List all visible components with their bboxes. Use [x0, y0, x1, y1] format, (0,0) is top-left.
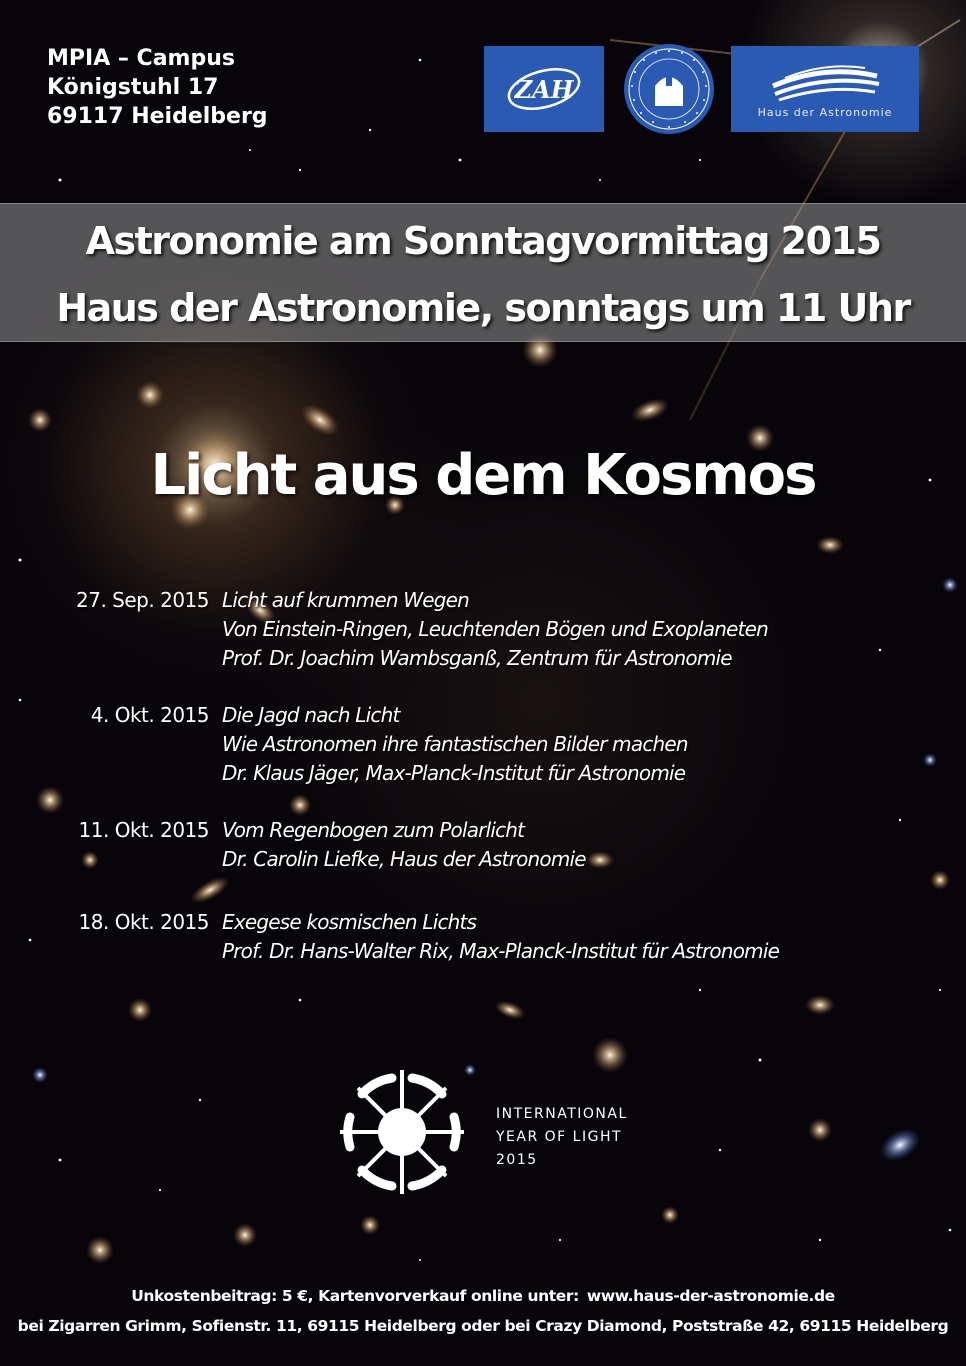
- zah-logo-icon: [494, 59, 594, 119]
- event-subtitle: Von Einstein-Ringen, Leuchtenden Bögen und Exoplaneten: [222, 617, 769, 641]
- hda-logo-text: Haus der Astronomie: [757, 105, 893, 119]
- address-line-city: 69117 Heidelberg: [47, 104, 268, 129]
- event-subtitle: Wie Astronomen ihre fantastischen Bilder machen: [222, 732, 688, 756]
- event-title: Vom Regenbogen zum Polarlicht: [222, 818, 525, 842]
- event-date: 11. Okt. 2015: [78, 818, 209, 842]
- footer-presale-locations: bei Zigarren Grimm, Sofienstr. 11, 69115 Heidelberg oder bei Crazy Diamond, Poststraße 42, 69115 Heidelberg: [17, 1317, 949, 1335]
- event-title: Die Jagd nach Licht: [222, 703, 400, 727]
- event-title: Licht auf krummen Wegen: [222, 588, 470, 612]
- event-date: 18. Okt. 2015: [78, 910, 209, 934]
- galaxy-swirl-icon: [765, 60, 885, 104]
- series-title: Astronomie am Sonntagvormittag 2015: [85, 219, 881, 263]
- iyl-line-3: 2015: [496, 1152, 538, 1168]
- year-of-light-emblem-icon: [332, 1062, 472, 1202]
- website-link[interactable]: www.haus-der-astronomie.de: [586, 1287, 835, 1305]
- series-banner: [0, 203, 966, 342]
- footer-ticket-info: [0, 1287, 966, 1305]
- event-speaker: Dr. Carolin Liefke, Haus der Astronomie: [222, 847, 586, 871]
- iyl-line-1: INTERNATIONAL: [496, 1106, 628, 1122]
- address-line-campus: MPIA – Campus: [47, 46, 235, 71]
- mpia-seal-icon: [622, 42, 716, 136]
- haus-der-astronomie-logo: [731, 46, 919, 132]
- event-date: 4. Okt. 2015: [90, 703, 209, 727]
- zah-logo-text: ZAH: [514, 75, 574, 104]
- event-title: Exegese kosmischen Lichts: [222, 910, 477, 934]
- address-line-street: Königstuhl 17: [47, 75, 219, 100]
- address-block: [47, 44, 268, 131]
- zah-logo: [484, 46, 604, 132]
- event-speaker: Dr. Klaus Jäger, Max-Planck-Institut für Astronomie: [222, 761, 686, 785]
- mpia-logo: [622, 46, 716, 132]
- event-date: 27. Sep. 2015: [76, 588, 209, 612]
- iyl-line-2: YEAR OF LIGHT: [496, 1129, 623, 1145]
- series-subtitle: Haus der Astronomie, sonntags um 11 Uhr: [56, 286, 910, 330]
- event-speaker: Prof. Dr. Joachim Wambsganß, Zentrum für Astronomie: [222, 646, 732, 670]
- event-speaker: Prof. Dr. Hans-Walter Rix, Max-Planck-Institut für Astronomie: [222, 939, 780, 963]
- page-title: Licht aus dem Kosmos: [150, 443, 816, 508]
- footer-price-text: Unkostenbeitrag: 5 €, Kartenvorverkauf online unter:: [131, 1287, 579, 1305]
- year-of-light-label: [496, 1103, 628, 1172]
